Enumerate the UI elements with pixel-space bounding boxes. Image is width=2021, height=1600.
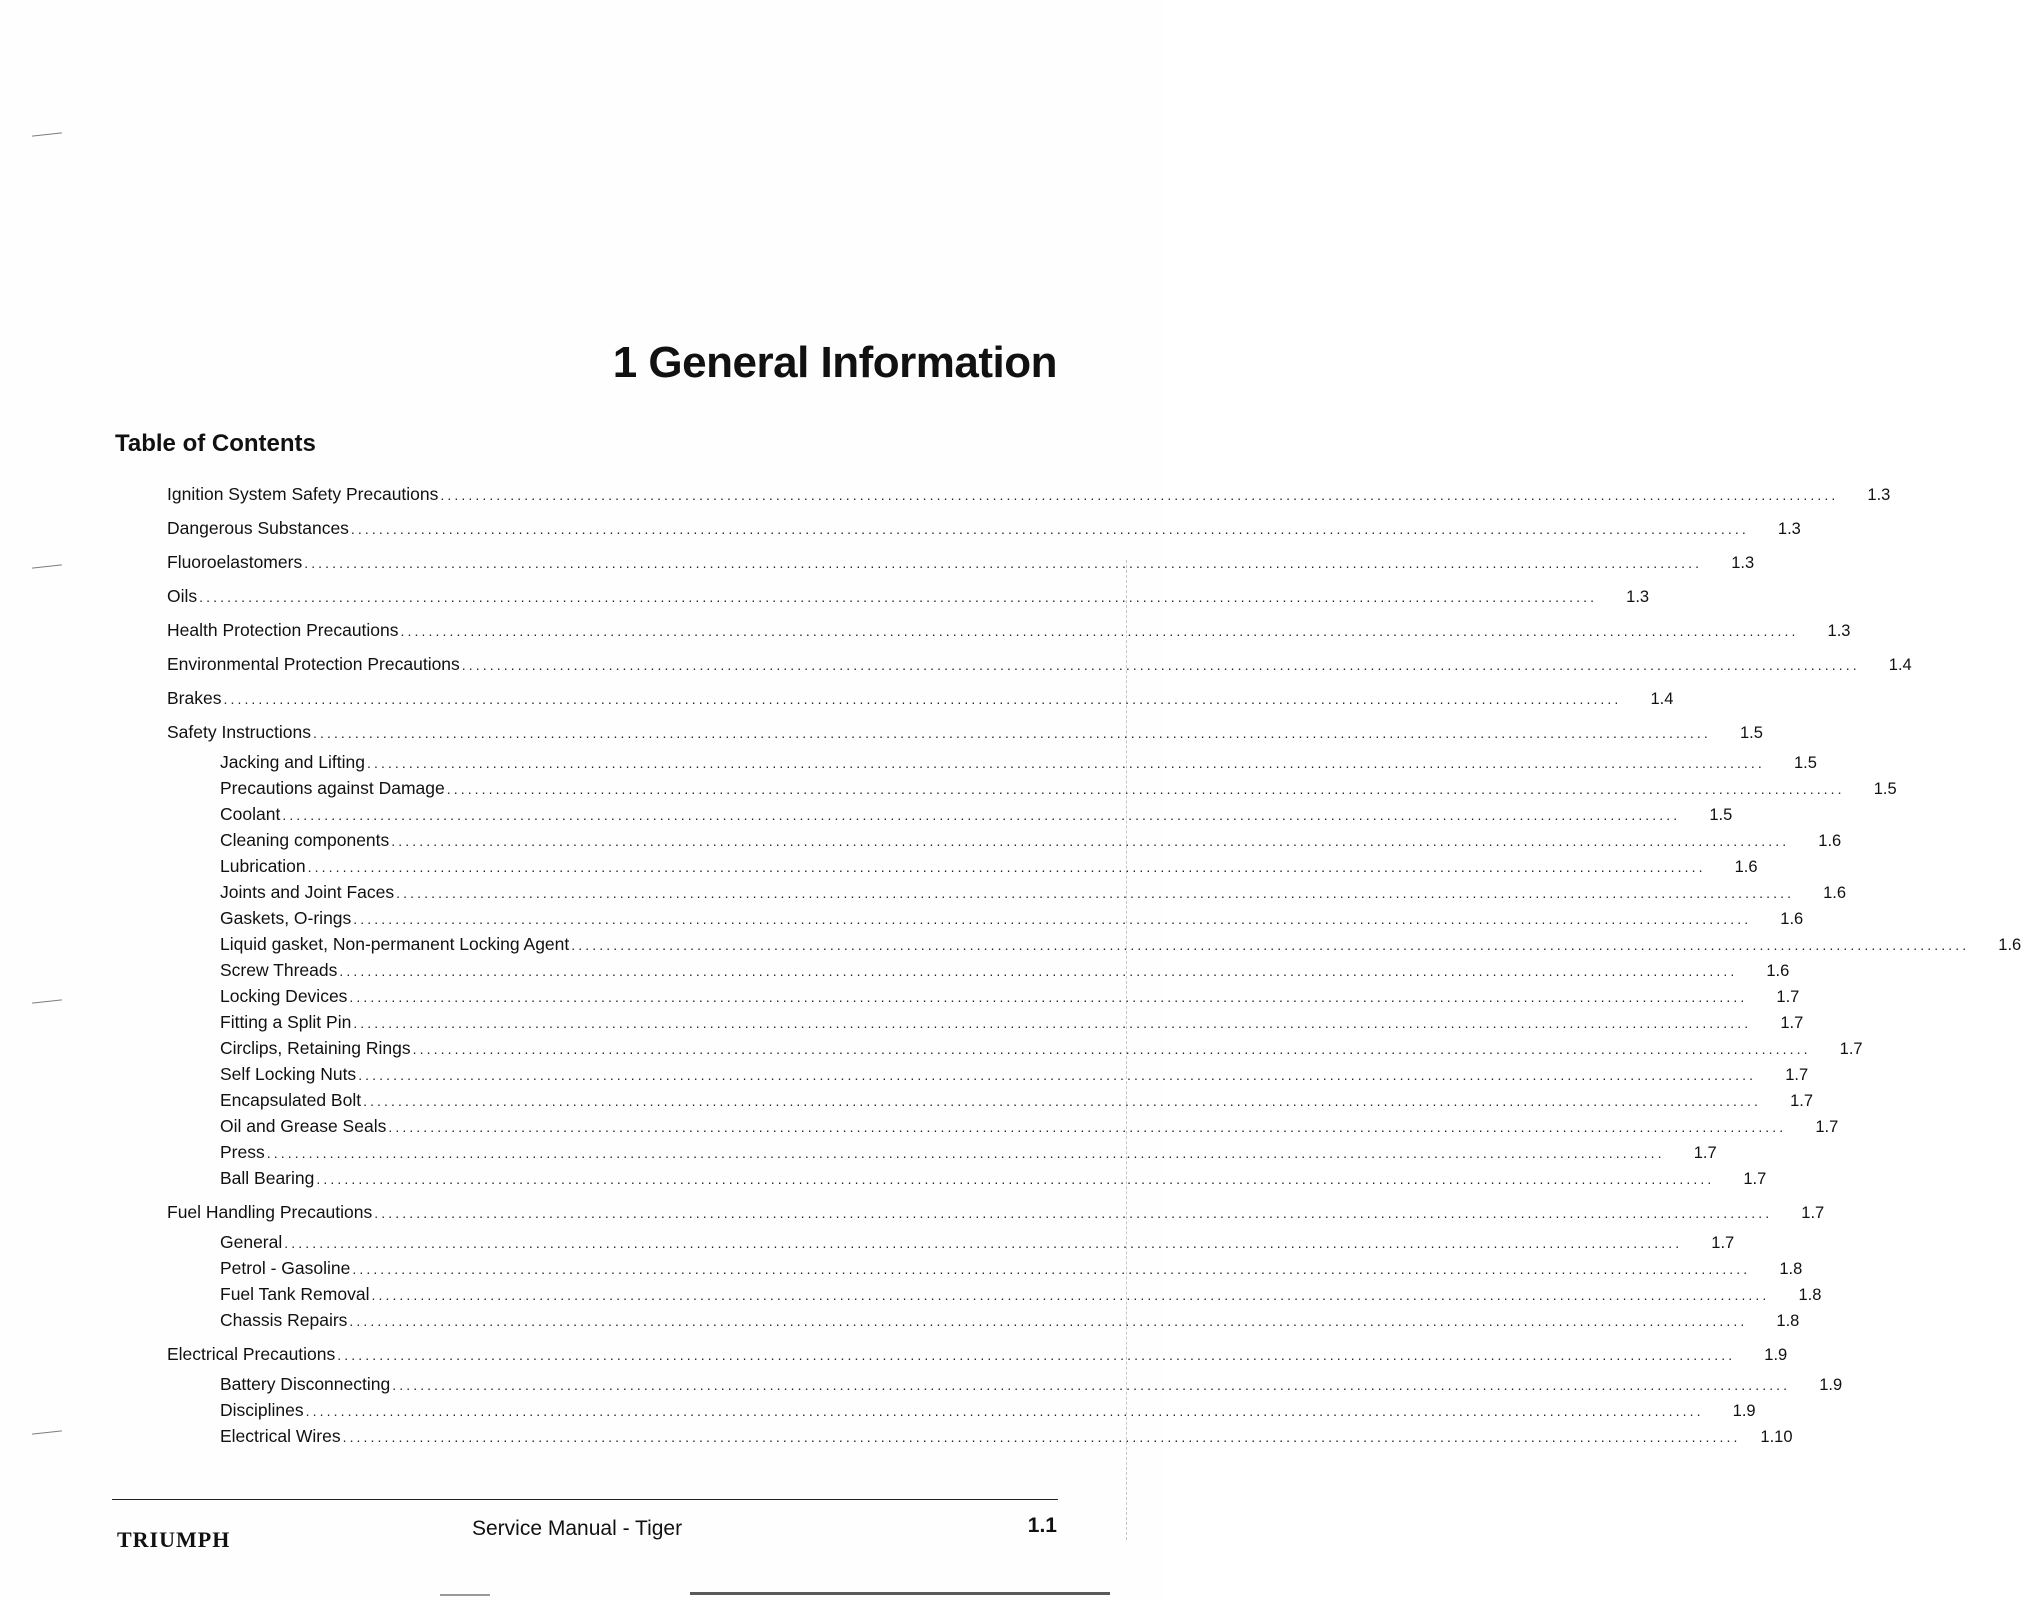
toc-entry-title: Disciplines — [220, 1400, 304, 1420]
toc-entry-title: Electrical Wires — [220, 1426, 341, 1446]
toc-entry-page: 1.7 — [1693, 1144, 1717, 1162]
toc-entry-title: Ignition System Safety Precautions — [167, 484, 439, 504]
toc-leader-dots: ........................................................................................................................................................................................................ — [316, 1171, 1715, 1187]
toc-entry-page: 1.4 — [1650, 690, 1674, 708]
toc-entry-page: 1.5 — [1709, 806, 1733, 824]
toc-entry-title: Cleaning components — [220, 830, 390, 850]
toc-entry-page: 1.3 — [1827, 622, 1851, 640]
toc-leader-dots: ........................................................................................................................................................................................................ — [282, 807, 1681, 823]
toc-leader-dots: ........................................................................................................................................................................................................ — [446, 781, 1845, 797]
toc-entry-page: 1.7 — [1785, 1066, 1809, 1084]
toc-entry-title: Fuel Handling Precautions — [167, 1202, 373, 1222]
toc-entry-title: Liquid gasket, Non-permanent Locking Agent — [220, 934, 570, 954]
toc-entry-page: 1.10 — [1760, 1428, 1793, 1446]
footer-divider — [112, 1499, 1058, 1500]
toc-entry-page: 1.3 — [1731, 554, 1755, 572]
footer-page-number: 1.1 — [1027, 1514, 1057, 1537]
toc-entry-title: Dangerous Substances — [167, 518, 349, 538]
toc-entry — [167, 586, 1650, 608]
toc-entry-title: General — [220, 1232, 283, 1252]
toc-heading: Table of Contents — [115, 430, 316, 457]
toc-entry-page: 1.7 — [1839, 1040, 1863, 1058]
toc-entry-title: Fuel Tank Removal — [220, 1284, 370, 1304]
toc-entry-title: Health Protection Precautions — [167, 620, 399, 640]
toc-leader-dots: ........................................................................................................................................................................................................ — [266, 1145, 1665, 1161]
toc-entry-title: Jacking and Lifting — [220, 752, 365, 772]
toc-entry — [167, 1344, 1788, 1366]
toc-entry-page: 1.5 — [1793, 754, 1817, 772]
toc-leader-dots: ........................................................................................................................................................................................................ — [358, 1067, 1757, 1083]
toc-leader-dots: ........................................................................................................................................................................................................ — [371, 1287, 1770, 1303]
toc-leader-dots: ........................................................................................................................................................................................................ — [392, 1377, 1791, 1393]
toc-entry-page: 1.5 — [1739, 724, 1763, 742]
toc-entry-title: Petrol - Gasoline — [220, 1258, 351, 1278]
toc-entry — [220, 1284, 1822, 1306]
toc-entry-title: Oils — [167, 586, 198, 606]
toc-entry-page: 1.5 — [1873, 780, 1897, 798]
toc-leader-dots: ........................................................................................................................................................................................................ — [304, 555, 1703, 571]
toc-entry — [220, 752, 1817, 774]
toc-entry — [167, 620, 1851, 642]
toc-entry-title: Ball Bearing — [220, 1168, 315, 1188]
toc-entry-page: 1.6 — [1766, 962, 1790, 980]
toc-entry-page: 1.9 — [1819, 1376, 1843, 1394]
toc-entry — [167, 518, 1801, 540]
toc-entry-title: Fluoroelastomers — [167, 552, 303, 572]
toc-entry-page: 1.6 — [1823, 884, 1847, 902]
toc-entry — [220, 856, 1758, 878]
toc-leader-dots: ........................................................................................................................................................................................................ — [284, 1235, 1683, 1251]
toc-entry — [220, 1232, 1735, 1254]
toc-leader-dots: ........................................................................................................................................................................................................ — [396, 885, 1795, 901]
toc-entry — [167, 688, 1674, 710]
scan-mark — [32, 1430, 62, 1434]
toc-leader-dots: ........................................................................................................................................................................................................ — [353, 1015, 1752, 1031]
toc-entry-page: 1.7 — [1776, 988, 1800, 1006]
toc-leader-dots: ........................................................................................................................................................................................................ — [337, 1347, 1736, 1363]
toc-entry-page: 1.9 — [1764, 1346, 1788, 1364]
toc-entry-page: 1.8 — [1779, 1260, 1803, 1278]
toc-entry-page: 1.7 — [1790, 1092, 1814, 1110]
toc-entry — [220, 804, 1733, 826]
toc-entry — [220, 1142, 1717, 1164]
chapter-title: 1 General Information — [612, 338, 1057, 387]
toc-entry-title: Locking Devices — [220, 986, 348, 1006]
toc-entry-page: 1.7 — [1743, 1170, 1767, 1188]
toc-entry-title: Battery Disconnecting — [220, 1374, 391, 1394]
toc-entry — [167, 484, 1891, 506]
toc-entry — [220, 986, 1800, 1008]
toc-entry-title: Chassis Repairs — [220, 1310, 348, 1330]
toc-leader-dots: ........................................................................................................................................................................................................ — [571, 937, 1970, 953]
toc-leader-dots: ........................................................................................................................................................................................................ — [388, 1119, 1787, 1135]
toc-entry-page: 1.8 — [1776, 1312, 1800, 1330]
scan-smudge — [690, 1592, 1110, 1595]
toc-entry — [220, 934, 2021, 956]
toc-entry — [220, 1168, 1767, 1190]
toc-entry — [220, 778, 1897, 800]
triumph-logo: TRIUMPH — [117, 1527, 231, 1552]
toc-entry-title: Precautions against Damage — [220, 778, 445, 798]
toc-entry-title: Environmental Protection Precautions — [167, 654, 460, 674]
toc-entry-page: 1.7 — [1815, 1118, 1839, 1136]
toc-entry — [167, 722, 1763, 744]
scan-mark — [32, 999, 62, 1003]
toc-leader-dots: ........................................................................................................................................................................................................ — [363, 1093, 1762, 1109]
toc-entry-title: Press — [220, 1142, 265, 1162]
toc-leader-dots: ........................................................................................................................................................................................................ — [350, 521, 1749, 537]
toc-entry-title: Oil and Grease Seals — [220, 1116, 387, 1136]
toc-leader-dots: ........................................................................................................................................................................................................ — [307, 859, 1706, 875]
scan-smudge — [440, 1594, 490, 1596]
toc-entry — [220, 1426, 1793, 1448]
toc-entry — [220, 882, 1847, 904]
toc-entry-title: Lubrication — [220, 856, 306, 876]
toc-entry-title: Joints and Joint Faces — [220, 882, 395, 902]
toc-entry-title: Gaskets, O-rings — [220, 908, 352, 928]
toc-entry-title: Screw Threads — [220, 960, 338, 980]
scan-mark — [32, 132, 62, 136]
toc-leader-dots: ........................................................................................................................................................................................................ — [349, 1313, 1748, 1329]
toc-entry-title: Self Locking Nuts — [220, 1064, 357, 1084]
footer-manual-title: Service Manual - Tiger — [472, 1517, 683, 1540]
toc-entry — [220, 1012, 1804, 1034]
toc-leader-dots: ........................................................................................................................................................................................................ — [349, 989, 1748, 1005]
toc-leader-dots: ........................................................................................................................................................................................................ — [352, 1261, 1751, 1277]
toc-entry-page: 1.9 — [1732, 1402, 1756, 1420]
toc-entry — [167, 552, 1755, 574]
toc-entry-page: 1.7 — [1801, 1204, 1825, 1222]
toc-entry — [220, 908, 1804, 930]
scan-mark — [32, 564, 62, 568]
toc-entry-title: Circlips, Retaining Rings — [220, 1038, 411, 1058]
toc-entry — [220, 1374, 1843, 1396]
toc-leader-dots: ........................................................................................................................................................................................................ — [461, 657, 1860, 673]
toc-entry-page: 1.3 — [1867, 486, 1891, 504]
toc-leader-dots: ........................................................................................................................................................................................................ — [339, 963, 1738, 979]
toc-entry — [167, 1202, 1825, 1224]
toc-entry — [220, 960, 1790, 982]
toc-leader-dots: ........................................................................................................................................................................................................ — [412, 1041, 1811, 1057]
toc-leader-dots: ........................................................................................................................................................................................................ — [374, 1205, 1773, 1221]
toc-entry-title: Brakes — [167, 688, 222, 708]
toc-entry — [220, 1090, 1814, 1112]
toc-entry-title: Coolant — [220, 804, 281, 824]
toc-leader-dots: ........................................................................................................................................................................................................ — [366, 755, 1765, 771]
toc-entry-page: 1.6 — [1780, 910, 1804, 928]
toc-leader-dots: ........................................................................................................................................................................................................ — [342, 1429, 1741, 1445]
toc-entry — [220, 1038, 1863, 1060]
toc-entry-title: Electrical Precautions — [167, 1344, 336, 1364]
toc-entry-title: Fitting a Split Pin — [220, 1012, 352, 1032]
toc-entry — [220, 1064, 1809, 1086]
toc-leader-dots: ........................................................................................................................................................................................................ — [353, 911, 1752, 927]
toc-entry-title: Encapsulated Bolt — [220, 1090, 362, 1110]
toc-entry-page: 1.8 — [1798, 1286, 1822, 1304]
toc-entry-title: Safety Instructions — [167, 722, 311, 742]
toc-entry-page: 1.3 — [1626, 588, 1650, 606]
toc-leader-dots: ........................................................................................................................................................................................................ — [312, 725, 1711, 741]
toc-entry-page: 1.4 — [1888, 656, 1912, 674]
toc-entry — [220, 1258, 1803, 1280]
toc-leader-dots: ........................................................................................................................................................................................................ — [391, 833, 1790, 849]
toc-leader-dots: ........................................................................................................................................................................................................ — [199, 589, 1598, 605]
toc-entry-page: 1.3 — [1777, 520, 1801, 538]
toc-leader-dots: ........................................................................................................................................................................................................ — [223, 691, 1622, 707]
toc-entry — [220, 1310, 1800, 1332]
toc-entry — [220, 1116, 1839, 1138]
toc-entry — [167, 654, 1912, 676]
toc-entry-page: 1.6 — [1734, 858, 1758, 876]
toc-entry — [220, 830, 1842, 852]
toc-entry — [220, 1400, 1756, 1422]
toc-entry-page: 1.7 — [1711, 1234, 1735, 1252]
toc-entry-page: 1.6 — [1998, 936, 2021, 954]
toc-entry-page: 1.7 — [1780, 1014, 1804, 1032]
toc-leader-dots: ........................................................................................................................................................................................................ — [400, 623, 1799, 639]
toc-leader-dots: ........................................................................................................................................................................................................ — [305, 1403, 1704, 1419]
toc-leader-dots: ........................................................................................................................................................................................................ — [440, 487, 1839, 503]
toc-entry-page: 1.6 — [1818, 832, 1842, 850]
